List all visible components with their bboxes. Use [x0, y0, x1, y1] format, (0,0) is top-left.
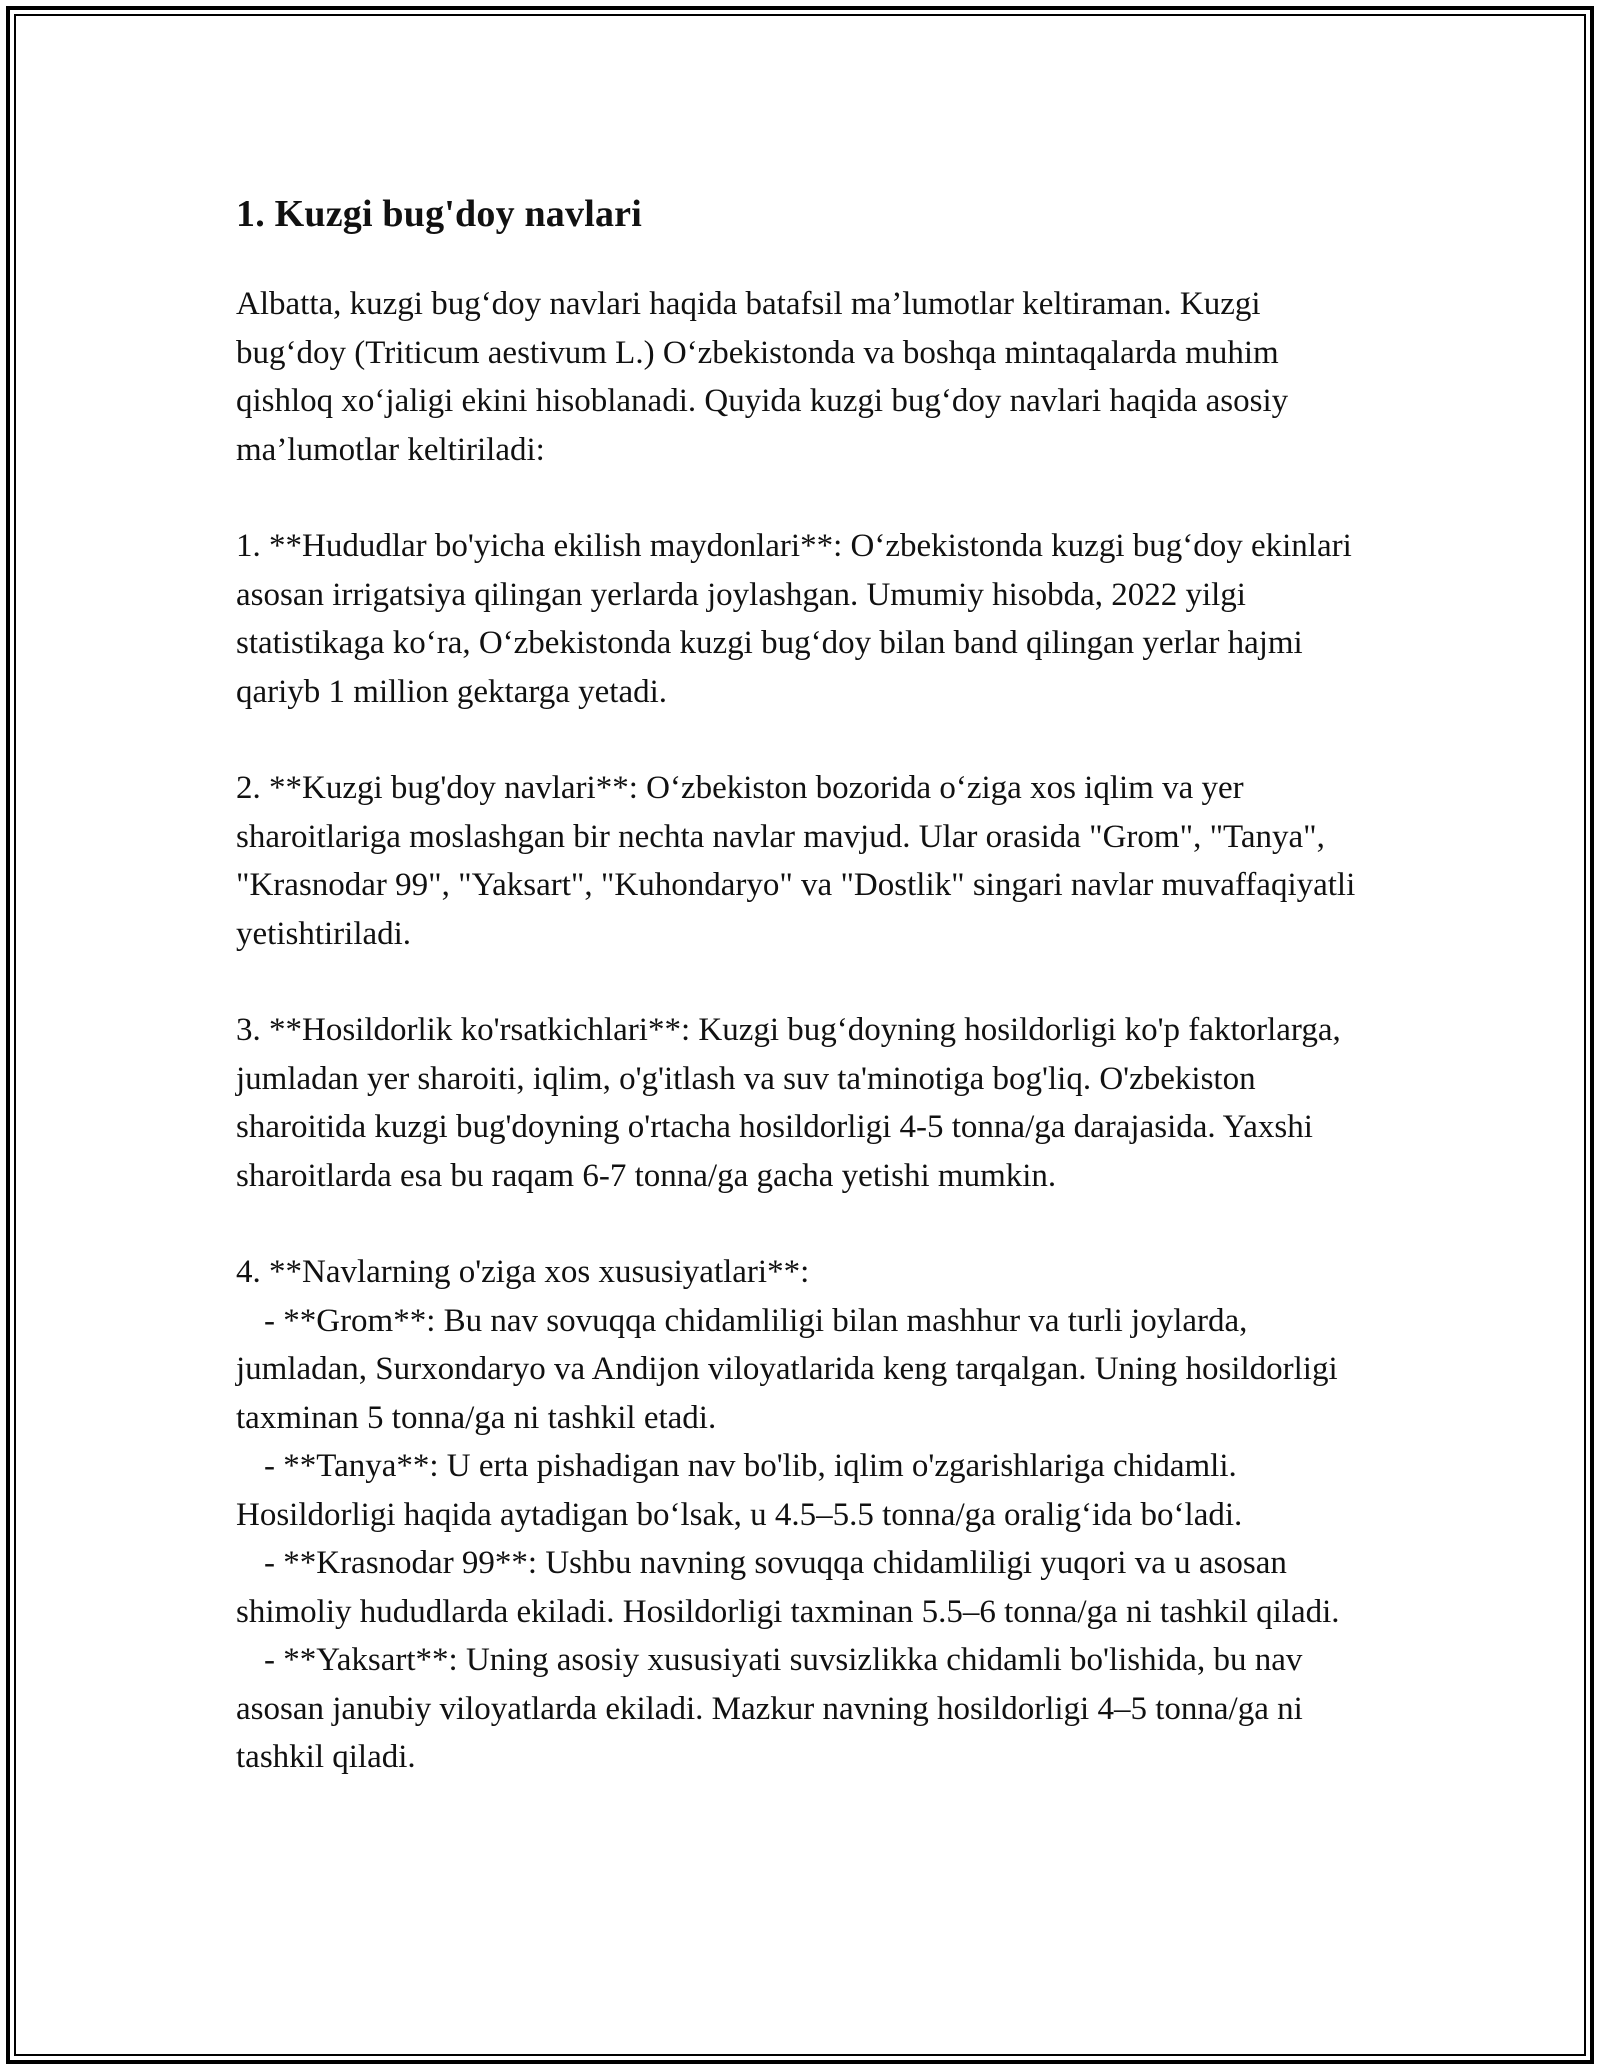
- variety-item-krasnodar: - **Krasnodar 99**: Ushbu navning sovuqqa chidamliligi yuqori va u asosan shimoliy hududlarda ekiladi. Hosildorligi taxminan 5.5–6 tonna/ga ni tashkil qiladi.: [236, 1545, 1340, 1630]
- variety-item-yaksart: - **Yaksart**: Uning asosiy xususiyati suvsizlikka chidamli bo'lishida, bu nav asosan janubiy viloyatlarda ekiladi. Mazkur navning hosildorligi 4–5 tonna/ga ni tashkil qiladi.: [236, 1642, 1303, 1775]
- document-title: 1. Kuzgi bug'doy navlari: [236, 193, 642, 235]
- varieties-section: [236, 1248, 1376, 1782]
- section-1-paragraph: 1. **Hududlar bo'yicha ekilish maydonlari**: O‘zbekistonda kuzgi bug‘doy ekinlari asosan irrigatsiya qilingan yerlarda joylashgan. Umumiy hisobda, 2022 yilgi statistikaga ko‘ra, O‘zbekistonda kuzgi bug‘doy bilan band qilingan yerlar hajmi qariyb 1 million gektarga yetadi.: [236, 528, 1352, 710]
- variety-item-tanya: - **Tanya**: U erta pishadigan nav bo'lib, iqlim o'zgarishlariga chidamli. Hosildorligi haqida aytadigan bo‘lsak, u 4.5–5.5 tonna/ga oralig‘ida bo‘ladi.: [236, 1448, 1243, 1533]
- section-3-paragraph: 3. **Hosildorlik ko'rsatkichlari**: Kuzgi bug‘doyning hosildorligi ko'p faktorlarga, jumladan yer sharoiti, iqlim, o'g'itlash va suv ta'minotiga bog'liq. O'zbekiston sharoitida kuzgi bug'doyning o'rtacha hosildorligi 4-5 tonna/ga darajasida. Yaxshi sharoitlarda esa bu raqam 6-7 tonna/ga gacha yetishi mumkin.: [236, 1012, 1341, 1194]
- variety-item-grom: - **Grom**: Bu nav sovuqqa chidamliligi bilan mashhur va turli joylarda, jumladan, Surxondaryo va Andijon viloyatlarida keng tarqalgan. Uning hosildorligi taxminan 5 tonna/ga ni tashkil etadi.: [236, 1302, 1338, 1436]
- document-body: [236, 186, 1376, 1782]
- section-2-paragraph: 2. **Kuzgi bug'doy navlari**: O‘zbekiston bozorida o‘ziga xos iqlim va yer sharoitlariga moslashgan bir nechta navlar mavjud. Ular orasida "Grom", "Tanya", "Krasnodar 99", "Yaksart", "Kuhondaryo" va "Dostlik" singari navlar muvaffaqiyatli yetishtiriladi.: [236, 770, 1356, 952]
- varieties-heading: 4. **Navlarning o'ziga xos xususiyatlari**:: [236, 1254, 810, 1290]
- intro-paragraph: Albatta, kuzgi bug‘doy navlari haqida batafsil ma’lumotlar keltiraman. Kuzgi bug‘doy (Triticum aestivum L.) O‘zbekistonda va boshqa mintaqalarda muhim qishloq xo‘jaligi ekini hisoblanadi. Quyida kuzgi bug‘doy navlari haqida asosiy ma’lumotlar keltiriladi:: [236, 286, 1289, 468]
